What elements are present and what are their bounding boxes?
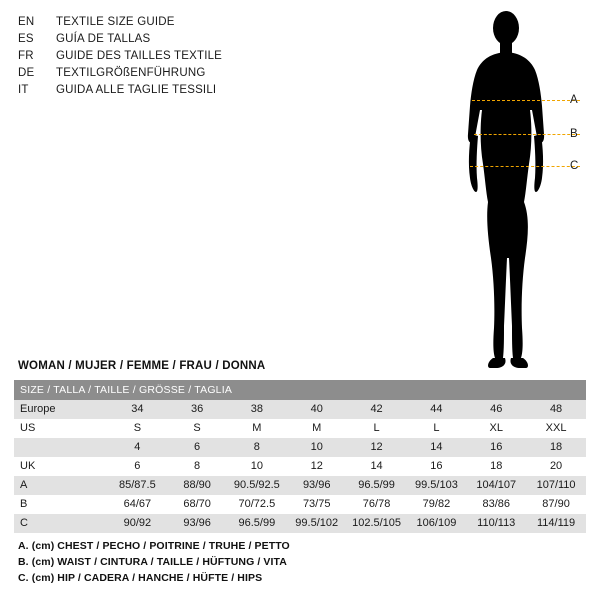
female-silhouette-figure bbox=[430, 6, 595, 376]
table-header-label: SIZE / TALLA / TAILLE / GRÖSSE / TAGLIA bbox=[14, 380, 586, 400]
table-cell: 68/70 bbox=[167, 495, 227, 514]
table-cell: XL bbox=[466, 419, 526, 438]
table-cell: 110/113 bbox=[466, 514, 526, 533]
table-cell: 8 bbox=[227, 438, 287, 457]
table-cell: 16 bbox=[466, 438, 526, 457]
language-title: TEXTILE SIZE GUIDE bbox=[56, 16, 175, 28]
measure-line-a bbox=[472, 100, 580, 101]
table-row bbox=[14, 476, 586, 495]
row-label bbox=[14, 438, 107, 457]
table-cell: 12 bbox=[287, 457, 347, 476]
table-cell: 44 bbox=[407, 400, 467, 419]
table-cell: 99.5/103 bbox=[407, 476, 467, 495]
language-title: GUIDE DES TAILLES TEXTILE bbox=[56, 50, 223, 62]
row-label: B bbox=[14, 495, 107, 514]
table-cell: M bbox=[287, 419, 347, 438]
table-cell: S bbox=[107, 419, 167, 438]
note-chest: A. (cm) CHEST / PECHO / POITRINE / TRUHE / PETTO bbox=[18, 540, 290, 552]
table-cell: 18 bbox=[466, 457, 526, 476]
table-cell: 88/90 bbox=[167, 476, 227, 495]
table-cell: 4 bbox=[107, 438, 167, 457]
body-silhouette-icon bbox=[430, 6, 595, 376]
language-code: ES bbox=[18, 33, 34, 45]
language-row bbox=[18, 14, 318, 31]
table-cell: XXL bbox=[526, 419, 586, 438]
table-cell: 79/82 bbox=[407, 495, 467, 514]
language-row bbox=[18, 82, 318, 99]
measure-label-b: B bbox=[570, 128, 578, 140]
table-cell: 16 bbox=[407, 457, 467, 476]
language-row bbox=[18, 48, 318, 65]
language-header-block bbox=[18, 14, 318, 99]
table-cell: 14 bbox=[347, 457, 407, 476]
table-cell: M bbox=[227, 419, 287, 438]
row-label: Europe bbox=[14, 400, 107, 419]
table-row bbox=[14, 514, 586, 533]
table-cell: 93/96 bbox=[287, 476, 347, 495]
table-cell: 102.5/105 bbox=[347, 514, 407, 533]
table-cell: 107/110 bbox=[526, 476, 586, 495]
table-cell: 20 bbox=[526, 457, 586, 476]
note-hip: C. (cm) HIP / CADERA / HANCHE / HÜFTE / HIPS bbox=[18, 572, 263, 584]
table-cell: 46 bbox=[466, 400, 526, 419]
table-cell: 87/90 bbox=[526, 495, 586, 514]
row-label: C bbox=[14, 514, 107, 533]
row-label: US bbox=[14, 419, 107, 438]
table-cell: 48 bbox=[526, 400, 586, 419]
table-cell: 114/119 bbox=[526, 514, 586, 533]
row-label: UK bbox=[14, 457, 107, 476]
table-cell: 83/86 bbox=[466, 495, 526, 514]
table-cell: 93/96 bbox=[167, 514, 227, 533]
language-code: IT bbox=[18, 84, 29, 96]
table-cell: 104/107 bbox=[466, 476, 526, 495]
language-title: GUÍA DE TALLAS bbox=[56, 33, 151, 45]
table-cell: 36 bbox=[167, 400, 227, 419]
table-cell: 10 bbox=[287, 438, 347, 457]
table-cell: 38 bbox=[227, 400, 287, 419]
language-title: GUIDA ALLE TAGLIE TESSILI bbox=[56, 84, 217, 96]
table-cell: 6 bbox=[167, 438, 227, 457]
language-row bbox=[18, 65, 318, 82]
measure-label-c: C bbox=[570, 160, 579, 172]
section-title: WOMAN / MUJER / FEMME / FRAU / DONNA bbox=[18, 360, 266, 372]
table-cell: 64/67 bbox=[107, 495, 167, 514]
table-cell: 90/92 bbox=[107, 514, 167, 533]
size-table bbox=[14, 380, 586, 533]
table-header-row bbox=[14, 380, 586, 400]
table-cell: 85/87.5 bbox=[107, 476, 167, 495]
measure-line-b bbox=[474, 134, 580, 135]
table-row bbox=[14, 419, 586, 438]
language-code: DE bbox=[18, 67, 35, 79]
language-code: EN bbox=[18, 16, 35, 28]
table-row bbox=[14, 400, 586, 419]
table-cell: 73/75 bbox=[287, 495, 347, 514]
table-cell: L bbox=[347, 419, 407, 438]
table-cell: 8 bbox=[167, 457, 227, 476]
language-code: FR bbox=[18, 50, 34, 62]
measurement-notes bbox=[18, 538, 578, 586]
table-cell: 34 bbox=[107, 400, 167, 419]
table-cell: 76/78 bbox=[347, 495, 407, 514]
language-row bbox=[18, 31, 318, 48]
table-cell: 12 bbox=[347, 438, 407, 457]
table-cell: 106/109 bbox=[407, 514, 467, 533]
table-row bbox=[14, 495, 586, 514]
table-cell: 18 bbox=[526, 438, 586, 457]
measure-label-a: A bbox=[570, 94, 578, 106]
table-cell: 42 bbox=[347, 400, 407, 419]
table-row bbox=[14, 457, 586, 476]
table-cell: 10 bbox=[227, 457, 287, 476]
table-cell: 96.5/99 bbox=[227, 514, 287, 533]
measure-line-c bbox=[470, 166, 580, 167]
table-cell: 14 bbox=[407, 438, 467, 457]
table-cell: S bbox=[167, 419, 227, 438]
language-title: TEXTILGRÖßENFÜHRUNG bbox=[56, 67, 206, 79]
note-waist: B. (cm) WAIST / CINTURA / TAILLE / HÜFTUNG / VITA bbox=[18, 556, 287, 568]
table-cell: 6 bbox=[107, 457, 167, 476]
table-cell: 99.5/102 bbox=[287, 514, 347, 533]
table-cell: 96.5/99 bbox=[347, 476, 407, 495]
table-cell: L bbox=[407, 419, 467, 438]
table-row bbox=[14, 438, 586, 457]
row-label: A bbox=[14, 476, 107, 495]
table-cell: 90.5/92.5 bbox=[227, 476, 287, 495]
table-cell: 70/72.5 bbox=[227, 495, 287, 514]
table-cell: 40 bbox=[287, 400, 347, 419]
